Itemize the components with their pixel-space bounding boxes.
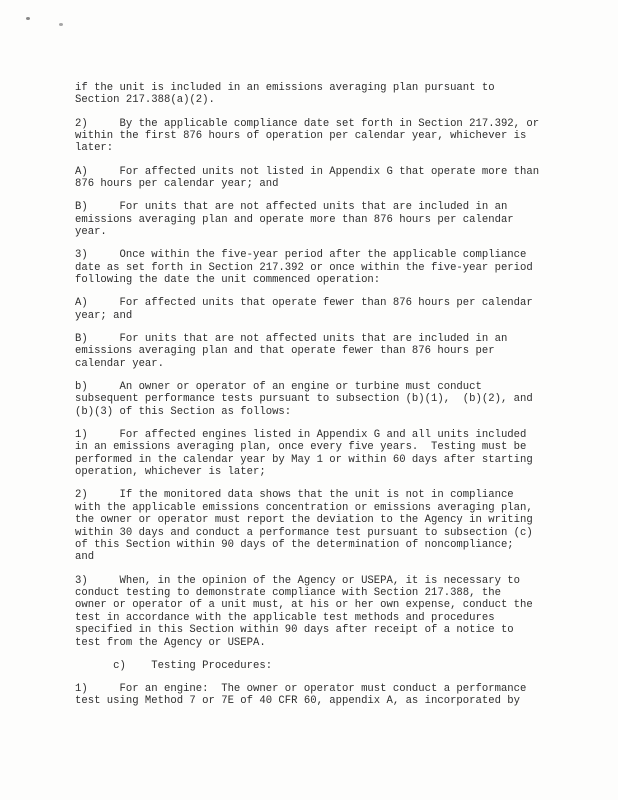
paragraph xyxy=(75,201,575,238)
text-line: within 30 days and conduct a performance test pursuant to subsection (c) xyxy=(75,526,533,539)
text-line: owner or operator of a unit must, at his or her own expense, conduct the xyxy=(75,599,533,612)
text-line: test using Method 7 or 7E of 40 CFR 60, appendix A, as incorporated by xyxy=(75,695,521,708)
text-line: 3) Once within the five-year period after the applicable compliance xyxy=(75,249,527,262)
text-line: in an emissions averaging plan, once every five years. Testing must be xyxy=(75,441,527,454)
scan-speck-artifact xyxy=(59,23,63,26)
paragraph xyxy=(75,683,575,708)
scan-speck-artifact xyxy=(26,17,30,20)
text-line: b) An owner or operator of an engine or turbine must conduct xyxy=(75,380,482,393)
text-line: specified in this Section within 90 days after receipt of a notice to xyxy=(75,624,514,637)
paragraph xyxy=(75,489,575,563)
text-line: 876 hours per calendar year; and xyxy=(75,178,279,191)
text-line: within the first 876 hours of operation per calendar year, whichever is xyxy=(75,130,527,143)
text-line: test in accordance with the applicable test methods and procedures xyxy=(75,611,495,624)
text-line: B) For units that are not affected units that are included in an xyxy=(75,332,508,345)
text-line: test from the Agency or USEPA. xyxy=(75,636,266,649)
paragraph xyxy=(75,381,575,418)
text-line: and xyxy=(75,551,95,564)
text-line: calendar year. xyxy=(75,357,165,370)
text-line: B) For units that are not affected units that are included in an xyxy=(75,201,508,214)
paragraph xyxy=(75,575,575,649)
text-line: date as set forth in Section 217.392 or once within the five-year period xyxy=(75,261,533,274)
text-line: operation, whichever is later; xyxy=(75,466,266,479)
paragraph xyxy=(75,429,575,479)
text-line: the owner or operator must report the deviation to the Agency in writing xyxy=(75,514,533,527)
text-line: of this Section within 90 days of the determination of noncompliance; xyxy=(75,538,514,551)
text-line: 1) For affected engines listed in Appendix G and all units included xyxy=(75,428,527,441)
text-line: subsequent performance tests pursuant to subsection (b)(1), (b)(2), and xyxy=(75,393,533,406)
paragraph xyxy=(75,118,575,155)
text-line: emissions averaging plan and operate more than 876 hours per calendar xyxy=(75,213,514,226)
text-line: 2) If the monitored data shows that the unit is not in compliance xyxy=(75,489,514,502)
document-body-text xyxy=(75,82,575,719)
paragraph xyxy=(75,333,575,370)
text-line: 1) For an engine: The owner or operator must conduct a performance xyxy=(75,683,527,695)
text-line: 3) When, in the opinion of the Agency or USEPA, it is necessary to xyxy=(75,574,521,587)
text-line: later: xyxy=(75,142,114,155)
text-line: conduct testing to demonstrate compliance with Section 217.388, the xyxy=(75,586,501,599)
paragraph xyxy=(75,166,575,191)
text-line: with the applicable emissions concentration or emissions averaging plan, xyxy=(75,501,533,514)
text-line: c) Testing Procedures: xyxy=(75,659,273,672)
text-line: A) For affected units that operate fewer than 876 hours per calendar xyxy=(75,297,533,310)
text-line: if the unit is included in an emissions averaging plan pursuant to xyxy=(75,82,495,94)
text-line: year; and xyxy=(75,309,133,322)
text-line: A) For affected units not listed in Appendix G that operate more than xyxy=(75,165,540,178)
text-line: emissions averaging plan and that operate fewer than 876 hours per xyxy=(75,345,495,358)
text-line: 2) By the applicable compliance date set forth in Section 217.392, or xyxy=(75,117,540,130)
text-line: year. xyxy=(75,226,107,239)
text-line: performed in the calendar year by May 1 or within 60 days after starting xyxy=(75,453,533,466)
paragraph xyxy=(75,297,575,322)
text-line: (b)(3) of this Section as follows: xyxy=(75,405,292,418)
text-line: following the date the unit commenced operation: xyxy=(75,274,381,287)
paragraph xyxy=(75,249,575,286)
paragraph xyxy=(75,660,575,672)
paragraph xyxy=(75,82,575,107)
text-line: Section 217.388(a)(2). xyxy=(75,94,215,107)
